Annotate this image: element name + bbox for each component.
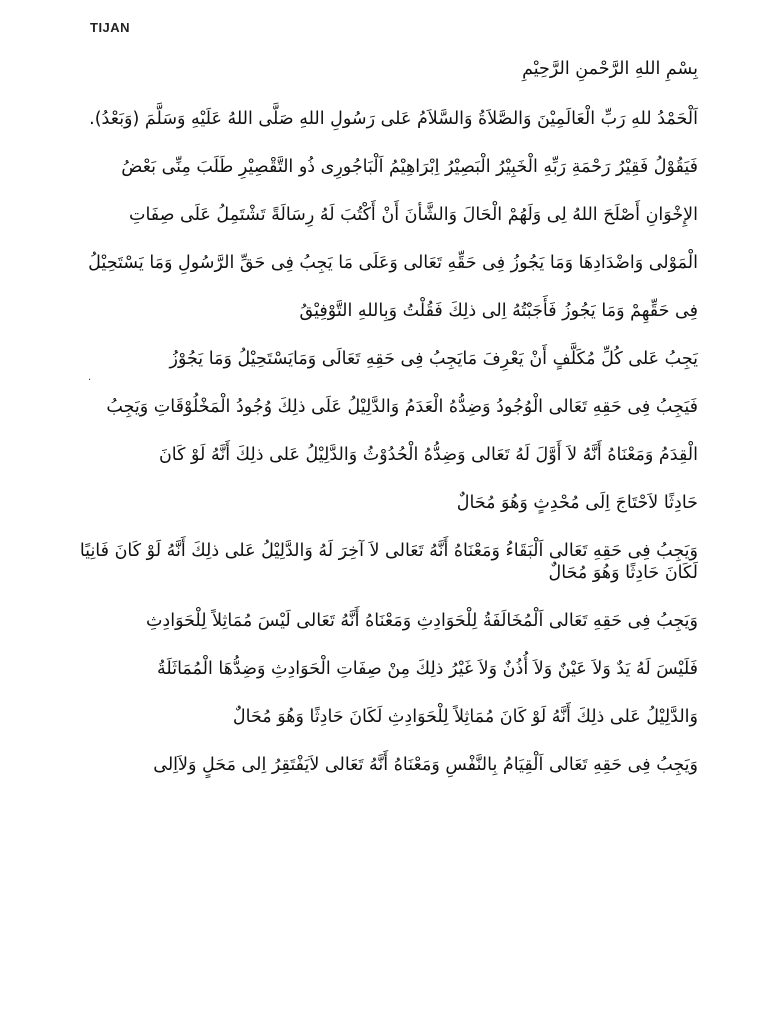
paragraph-14: وَيَجِبُ فِى حَقِهِ تَعَالى اَلْقِيَامُ بِالنَّفْسِ وَمَعْنَاهُ أَنَّهُ تَعَالى لاَيَفْتَقِرُ اِلى مَحَلٍ وَلاَاِلى — [153, 755, 698, 775]
paragraph-12: فَلَيْسَ لَهُ يَدٌ وَلاَ عَيْنٌ وَلاَ أُذُنٌ وَلاَ غَيْرُ ذلِكَ مِنْ صِفَاتِ الْحَوَادِثِ وَضِدُّهَا الْمُمَاثَلَةُ — [157, 659, 698, 679]
paragraph-1: اَلْحَمْدُ للهِ رَبِّ الْعَالَمِيْنَ وَالصَّلاَةُ وَالسَّلاَمُ عَلى رَسُولِ اللهِ صَلَّى اللهُ عَلَيْهِ وَسَلَّمَ (وَبَعْدُ). — [89, 109, 698, 129]
paragraph-5: فِى حَقِّهِمْ وَمَا يَجُوزُ فَأَجَبْتُهُ اِلى ذلِكَ فَقُلْتُ وَبِاللهِ التَّوْفِيْقُ — [299, 301, 698, 321]
paragraph-8: الْقِدَمُ وَمَعْنَاهُ أَنَّهُ لاَ أَوَّلَ لَهُ تَعَالى وَضِدُّهُ الْحُدُوْثُ وَالدَّلِيْلُ عَلى ذلِكَ أَنَّهُ لَوْ كَانَ — [158, 445, 698, 465]
paragraph-11: وَيَجِبُ فِى حَقِهِ تَعَالى اَلْمُخَالَفَةُ لِلْحَوَادِثِ وَمَعْنَاهُ أَنَّهُ تَعَالى لَيْسَ مُمَاثِلاً لِلْحَوَادِثِ — [145, 611, 698, 631]
basmala: بِسْمِ اللهِ الرَّحْمنِ الرَّحِيْمِ — [522, 59, 698, 79]
paragraph-6: يَجِبُ عَلى كُلِّ مُكَلَّفٍ أَنْ يَعْرِفَ مَايَجِبُ فِى حَقِهِ تَعَالَى وَمَايَسْتَحِيْلُ وَمَا يَجُوْزُ — [169, 349, 698, 369]
paragraph-4: الْمَوْلى وَاضْدَادِهَا وَمَا يَجُوزُ فِى حَقِّهِ تَعَالى وَعَلَى مَا يَجِبُ فِى حَقِّ الرَّسُولِ وَمَا يَسْتَحِيْلُ — [88, 253, 698, 273]
document-body — [70, 58, 698, 802]
paragraph-10: وَيَجِبُ فِى حَقِهِ تَعَالى اَلْبَقَاءُ وَمَعْنَاهُ أَنَّهُ تَعَالى لاَ آخِرَ لَهُ وَالدَّلِيْلُ عَلى ذلِكَ أَنَّهُ لَوْ كَانَ فَانِيًا لَكَانَ حَادِثًا وَهُوَ مُحَالٌ — [79, 541, 698, 583]
stray-mark: . — [88, 372, 92, 383]
paragraph-3: الإِخْوَانِ أَصْلَحَ اللهُ لِى وَلَهُمْ الْحَالَ وَالشَّأنَ أَنْ أَكْتُبَ لَهُ رِسَالَةً تَشْتَمِلُ عَلَى صِفَاتِ — [128, 205, 698, 225]
paragraph-13: وَالدَّلِيْلُ عَلى ذلِكَ أَنَّهُ لَوْ كَانَ مُمَاثِلاً لِلْحَوَادِثِ لَكَانَ حَادِثًا وَهُوَ مُحَالٌ — [232, 707, 698, 727]
document-header: TIJAN — [90, 20, 131, 35]
paragraph-7: فَيَجِبُ فِى حَقِهِ تَعَالى الْوُجُودُ وَضِدُّهُ الْعَدَمُ وَالدَّلِيْلُ عَلَى ذلِكَ وُجُودُ الْمَخْلُوْقَاتِ وَيَجِبُ — [106, 397, 698, 417]
paragraph-2: فَيَقُوْلُ فَقِيْرُ رَحْمَةِ رَبِّهِ الْخَبِيْرُ الْبَصِيْرُ اِبْرَاهِيْمُ اَلْبَاجُورِى ذُو التَّقْصِيْرِ طَلَبَ مِنِّى بَعْضُ — [121, 157, 698, 177]
paragraph-9: حَادِثًا لاَحْتَاجَ اِلَى مُحْدِثٍ وَهُوَ مُحَالٌ — [456, 493, 698, 513]
